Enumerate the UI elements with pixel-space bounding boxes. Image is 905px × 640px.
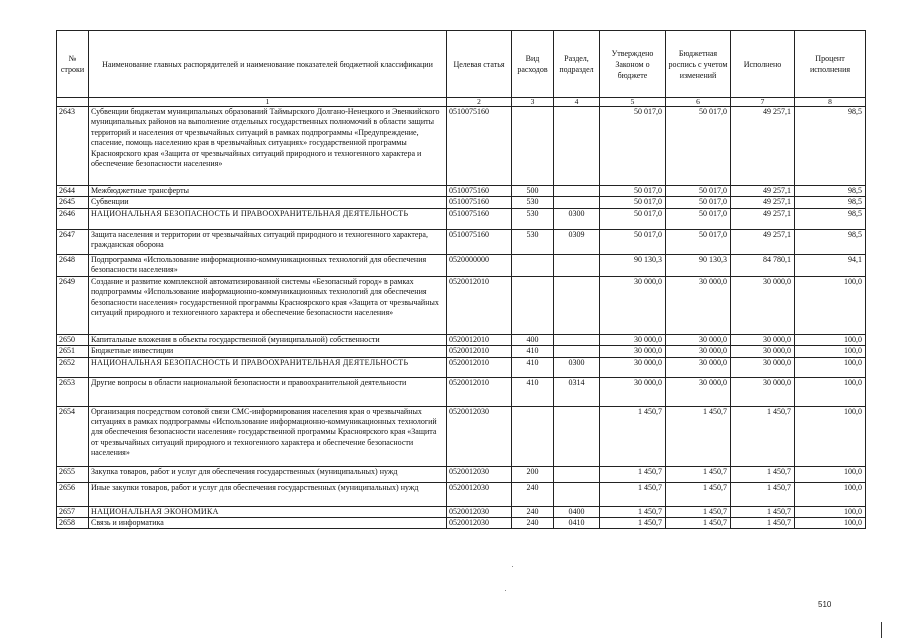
row-expense-type: 530 [512,208,554,229]
table-row [57,482,866,506]
row-name: Капитальные вложения в объекты государственной (муниципальной) собственности [89,334,447,345]
row-expense-type: 200 [512,466,554,482]
row-number: 2656 [57,482,89,506]
column-number: 5 [600,98,666,107]
row-approved: 30 000,0 [600,276,666,334]
column-number: 2 [447,98,512,107]
row-number: 2645 [57,197,89,208]
header-target-article: Целевая статья [447,31,512,98]
table-body [57,107,866,529]
row-executed: 1 450,7 [731,506,795,517]
budget-report-sheet [56,30,865,529]
table-row [57,466,866,482]
row-expense-type: 240 [512,518,554,529]
row-budget-schedule: 1 450,7 [666,406,731,466]
row-executed: 49 257,1 [731,197,795,208]
column-number: 1 [89,98,447,107]
row-target-article: 0520012030 [447,466,512,482]
row-number: 2657 [57,506,89,517]
row-approved: 1 450,7 [600,406,666,466]
row-percent: 100,0 [795,346,866,357]
column-number: 3 [512,98,554,107]
table-row [57,229,866,254]
row-approved: 1 450,7 [600,518,666,529]
row-target-article: 0520012010 [447,276,512,334]
row-section [554,482,600,506]
row-number: 2646 [57,208,89,229]
row-percent: 100,0 [795,466,866,482]
row-approved: 50 017,0 [600,107,666,186]
row-budget-schedule: 30 000,0 [666,377,731,406]
column-number [57,98,89,107]
row-percent: 94,1 [795,254,866,276]
row-section: 0314 [554,377,600,406]
row-name: НАЦИОНАЛЬНАЯ БЕЗОПАСНОСТЬ И ПРАВООХРАНИТЕЛЬНАЯ ДЕЯТЕЛЬНОСТЬ [89,357,447,377]
header-expense-type: Вид расходов [512,31,554,98]
table-row [57,276,866,334]
row-target-article: 0510075160 [447,229,512,254]
row-name: Другие вопросы в области национальной безопасности и правоохранительной деятельности [89,377,447,406]
row-approved: 50 017,0 [600,229,666,254]
table-row [57,506,866,517]
row-name: Субвенции бюджетам муниципальных образований Таймырского Долгано-Ненецкого и Эвенкийского муниципальных районов на выполнение отдельных государственных полномочий в области защиты территорий и населения от чрезвычайных ситуаций в рамках подпрограммы «Предупреждение, спасение, помощь населению края в чрезвычайных ситуациях» государственной программы Красноярского края «Защита от чрезвычайных ситуаций природного и техногенного характера и обеспечение безопасности населения» [89,107,447,186]
row-number: 2644 [57,186,89,197]
row-target-article: 0520000000 [447,254,512,276]
row-expense-type: 410 [512,346,554,357]
row-budget-schedule: 50 017,0 [666,208,731,229]
row-name: Подпрограмма «Использование информационно-коммуникационных технологий для обеспечения безопасности населения» [89,254,447,276]
row-name: Бюджетные инвестиции [89,346,447,357]
row-expense-type: 410 [512,357,554,377]
header-row-number: № строки [57,31,89,98]
row-approved: 1 450,7 [600,506,666,517]
row-executed: 30 000,0 [731,346,795,357]
table-row [57,357,866,377]
row-executed: 49 257,1 [731,208,795,229]
row-expense-type: 240 [512,506,554,517]
table-row [57,208,866,229]
header-name: Наименование главных распорядителей и наименование показателей бюджетной классификации [89,31,447,98]
row-expense-type: 410 [512,377,554,406]
row-section: 0300 [554,208,600,229]
row-budget-schedule: 90 130,3 [666,254,731,276]
column-number: 6 [666,98,731,107]
table-row [57,197,866,208]
row-target-article: 0520012030 [447,482,512,506]
row-number: 2647 [57,229,89,254]
row-target-article: 0510075160 [447,208,512,229]
table-header [57,31,866,107]
row-percent: 98,5 [795,107,866,186]
row-target-article: 0510075160 [447,197,512,208]
row-executed: 49 257,1 [731,107,795,186]
row-target-article: 0520012010 [447,334,512,345]
row-executed: 30 000,0 [731,377,795,406]
row-approved: 30 000,0 [600,346,666,357]
row-percent: 100,0 [795,357,866,377]
row-percent: 98,5 [795,229,866,254]
row-approved: 50 017,0 [600,208,666,229]
row-budget-schedule: 30 000,0 [666,334,731,345]
column-number: 8 [795,98,866,107]
row-expense-type [512,276,554,334]
row-percent: 100,0 [795,506,866,517]
row-number: 2650 [57,334,89,345]
row-budget-schedule: 30 000,0 [666,276,731,334]
row-number: 2649 [57,276,89,334]
row-name: Создание и развитие комплексной автоматизированной системы «Безопасный город» в рамках подпрограммы «Использование информационно-коммуникационных технологий для обеспечения безопасности населения» государственной программы Красноярского края «Защита от чрезвычайных ситуаций природного и техногенного характера и обеспечение безопасности населения» [89,276,447,334]
row-name: Связь и информатика [89,518,447,529]
row-section [554,254,600,276]
column-number-row [57,98,866,107]
row-budget-schedule: 30 000,0 [666,346,731,357]
row-section [554,406,600,466]
row-executed: 30 000,0 [731,334,795,345]
row-section [554,107,600,186]
row-percent: 100,0 [795,518,866,529]
row-section: 0300 [554,357,600,377]
margin-mark [881,622,882,638]
table-row [57,377,866,406]
row-percent: 100,0 [795,276,866,334]
header-budget-schedule: Бюджетная роспись с учетом изменений [666,31,731,98]
scan-speck [505,590,506,591]
row-name: Межбюджетные трансферты [89,186,447,197]
column-number: 4 [554,98,600,107]
header-executed: Исполнено [731,31,795,98]
row-target-article: 0510075160 [447,186,512,197]
row-section [554,334,600,345]
row-expense-type [512,107,554,186]
row-section [554,466,600,482]
header-percent: Процент исполнения [795,31,866,98]
row-executed: 30 000,0 [731,276,795,334]
row-section [554,346,600,357]
row-approved: 1 450,7 [600,482,666,506]
row-name: Иные закупки товаров, работ и услуг для обеспечения государственных (муниципальных) нужд [89,482,447,506]
row-expense-type: 530 [512,229,554,254]
row-section [554,276,600,334]
row-approved: 30 000,0 [600,377,666,406]
header-section: Раздел, подраздел [554,31,600,98]
row-budget-schedule: 50 017,0 [666,186,731,197]
row-target-article: 0520012010 [447,357,512,377]
row-number: 2655 [57,466,89,482]
row-executed: 1 450,7 [731,482,795,506]
row-section: 0410 [554,518,600,529]
page-number: 510 [818,600,832,609]
row-percent: 100,0 [795,377,866,406]
table-row [57,107,866,186]
budget-execution-table [56,30,866,529]
row-section [554,186,600,197]
row-number: 2653 [57,377,89,406]
row-executed: 1 450,7 [731,406,795,466]
scan-speck [512,566,513,567]
row-target-article: 0510075160 [447,107,512,186]
row-number: 2651 [57,346,89,357]
row-executed: 1 450,7 [731,518,795,529]
row-executed: 49 257,1 [731,186,795,197]
table-row [57,254,866,276]
row-name: Организация посредством сотовой связи СМС-информирования населения края о чрезвычайных ситуациях в рамках подпрограммы «Использование информационно-коммуникационных технологий для обеспечения безопасности населения» государственной программы Красноярского края «Защита от чрезвычайных ситуаций природного и техногенного характера и обеспечение безопасности населения» [89,406,447,466]
row-name: Защита населения и территории от чрезвычайных ситуаций природного и техногенного характера, гражданская оборона [89,229,447,254]
row-target-article: 0520012010 [447,377,512,406]
header-approved: Утверждено Законом о бюджете [600,31,666,98]
row-name: НАЦИОНАЛЬНАЯ БЕЗОПАСНОСТЬ И ПРАВООХРАНИТЕЛЬНАЯ ДЕЯТЕЛЬНОСТЬ [89,208,447,229]
row-number: 2648 [57,254,89,276]
row-number: 2652 [57,357,89,377]
row-section: 0309 [554,229,600,254]
row-target-article: 0520012030 [447,406,512,466]
row-approved: 90 130,3 [600,254,666,276]
table-row [57,186,866,197]
row-expense-type: 400 [512,334,554,345]
row-budget-schedule: 50 017,0 [666,197,731,208]
row-executed: 1 450,7 [731,466,795,482]
row-approved: 30 000,0 [600,334,666,345]
row-number: 2643 [57,107,89,186]
row-approved: 50 017,0 [600,186,666,197]
row-number: 2658 [57,518,89,529]
row-section: 0400 [554,506,600,517]
row-approved: 1 450,7 [600,466,666,482]
table-row [57,346,866,357]
row-expense-type: 530 [512,197,554,208]
row-percent: 100,0 [795,482,866,506]
row-budget-schedule: 1 450,7 [666,482,731,506]
row-budget-schedule: 50 017,0 [666,107,731,186]
row-name: Закупка товаров, работ и услуг для обеспечения государственных (муниципальных) нужд [89,466,447,482]
row-target-article: 0520012030 [447,518,512,529]
row-number: 2654 [57,406,89,466]
row-budget-schedule: 1 450,7 [666,466,731,482]
row-expense-type [512,254,554,276]
column-number: 7 [731,98,795,107]
row-budget-schedule: 1 450,7 [666,518,731,529]
row-approved: 50 017,0 [600,197,666,208]
row-executed: 30 000,0 [731,357,795,377]
row-percent: 100,0 [795,406,866,466]
row-expense-type [512,406,554,466]
row-percent: 98,5 [795,197,866,208]
row-budget-schedule: 1 450,7 [666,506,731,517]
row-target-article: 0520012030 [447,506,512,517]
table-row [57,334,866,345]
row-expense-type: 500 [512,186,554,197]
row-percent: 100,0 [795,334,866,345]
row-percent: 98,5 [795,208,866,229]
row-executed: 49 257,1 [731,229,795,254]
row-percent: 98,5 [795,186,866,197]
table-row [57,518,866,529]
row-section [554,197,600,208]
row-expense-type: 240 [512,482,554,506]
row-approved: 30 000,0 [600,357,666,377]
row-budget-schedule: 30 000,0 [666,357,731,377]
row-target-article: 0520012010 [447,346,512,357]
row-name: НАЦИОНАЛЬНАЯ ЭКОНОМИКА [89,506,447,517]
table-row [57,406,866,466]
row-budget-schedule: 50 017,0 [666,229,731,254]
row-name: Субвенции [89,197,447,208]
row-executed: 84 780,1 [731,254,795,276]
